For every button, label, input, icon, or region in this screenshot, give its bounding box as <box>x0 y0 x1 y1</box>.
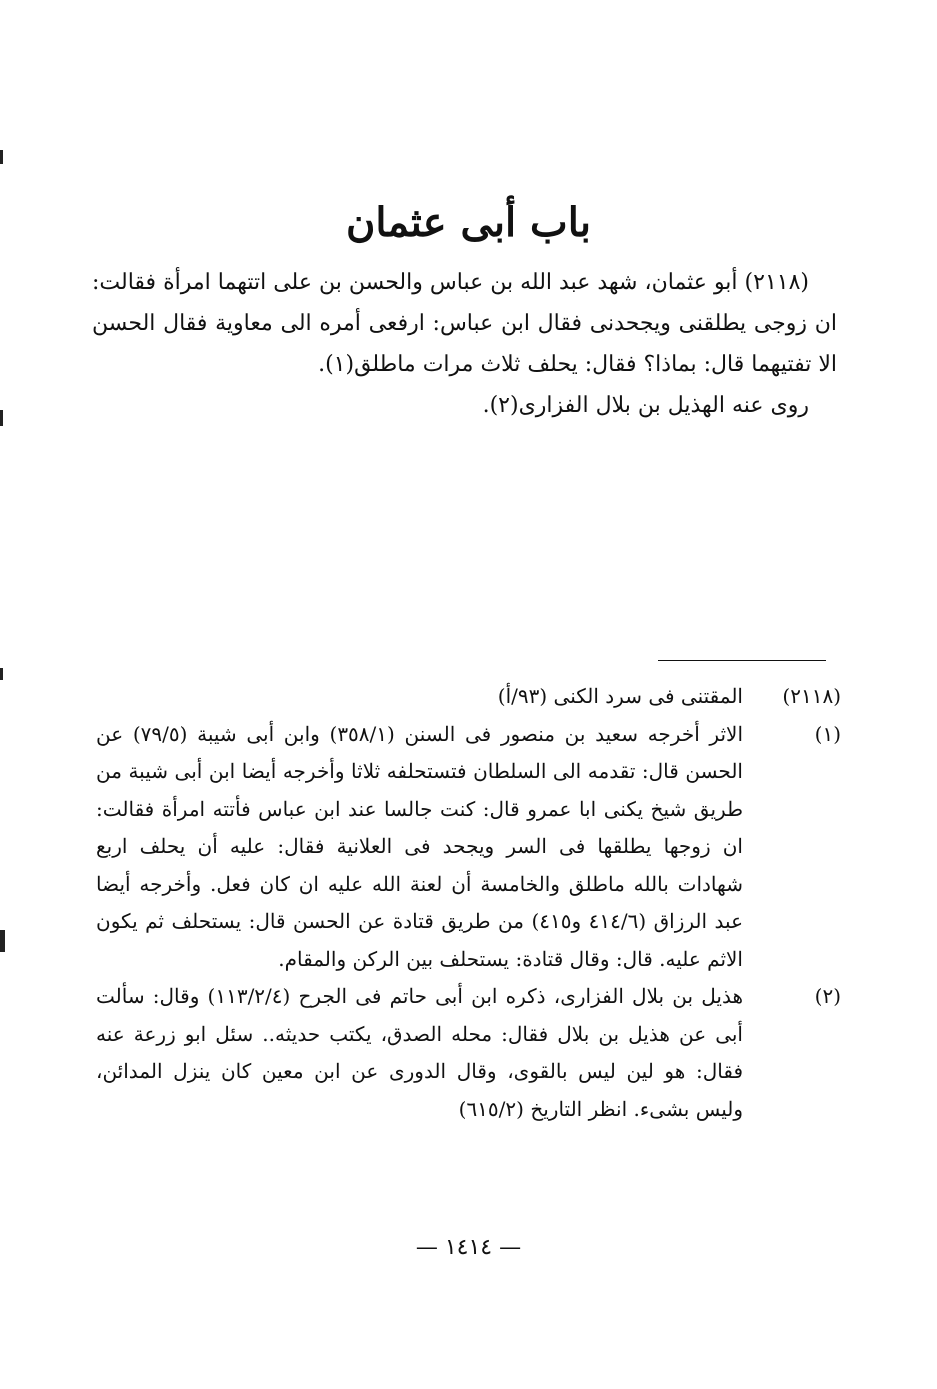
footnote-separator <box>658 660 826 661</box>
footnote-item <box>96 978 841 1128</box>
footnote-number: (١) <box>814 721 841 746</box>
chapter-title: باب أبى عثمان <box>345 198 592 246</box>
footnote-number: (٢١١٨) <box>782 684 841 708</box>
footnotes <box>96 678 841 1128</box>
left-edge-mark <box>0 930 5 952</box>
footnote-text: الاثر أخرجه سعيد بن منصور فى السنن (٣٥٨/١) وابن أبى شيبة (٧٩/٥) عن الحسن قال: تقدمه الى السلطان فتستحلفه ثلاثا وأخرجه أيضا ابن أبى شيبة من طريق شيخ يكنى ابا عمرو قال: كنت جالسا عند ابن عباس فأتته امرأة فقالت: ان زوجها يطلقها فى السر ويجحد فى العلانية فقال: عليه أن يحلف اربع شهادات بالله ماطلق والخامسة أن لعنة الله عليه ان كان فعل. وأخرجه أيضا عبد الرزاق (٤١٤/٦ و٤١٥) من طريق قتادة عن الحسن قال: يستحلف ثم يكون الاثم عليه. قال: وقال قتادة: يستحلف بين الركن والمقام. <box>96 721 743 971</box>
left-edge-mark <box>0 150 3 164</box>
left-edge-mark <box>0 410 3 426</box>
page-number: — ١٤١٤ — <box>415 1235 522 1260</box>
footnote-text: المقتنى فى سرد الكنى (٩٣/أ) <box>497 684 743 708</box>
footnote-item <box>96 678 841 716</box>
footnote-item <box>96 716 841 979</box>
left-edge-mark <box>0 668 3 680</box>
entry-paragraph: (٢١١٨) أبو عثمان، شهد عبد الله بن عباس والحسن بن على اتتهما امرأة فقالت: ان زوجى يطلقنى ويجحدنى فقال ابن عباس: ارفعى أمره الى معاوية فقال الحسن الا تفتيهما قال: بماذا؟ فقال: يحلف ثلاث مرات ماطلق(١). <box>92 270 837 377</box>
main-text <box>92 262 837 426</box>
footnote-number: (٢) <box>814 984 841 1008</box>
footnote-text: هذيل بن بلال الفزارى، ذكره ابن أبى حاتم فى الجرح (١١٣/٢/٤) وقال: سألت أبى عن هذيل بن بلال فقال: محله الصدق، يكتب حديثه.. سئل ابو زرعة عنه فقال: هو لين ليس بالقوى، وقال الدورى عن ابن معين كان ينزل المدائن، وليس بشىء. انظر التاريخ (٦١٥/٢) <box>96 984 743 1121</box>
narrator-line: روى عنه الهذيل بن بلال الفزارى(٢). <box>482 393 809 418</box>
